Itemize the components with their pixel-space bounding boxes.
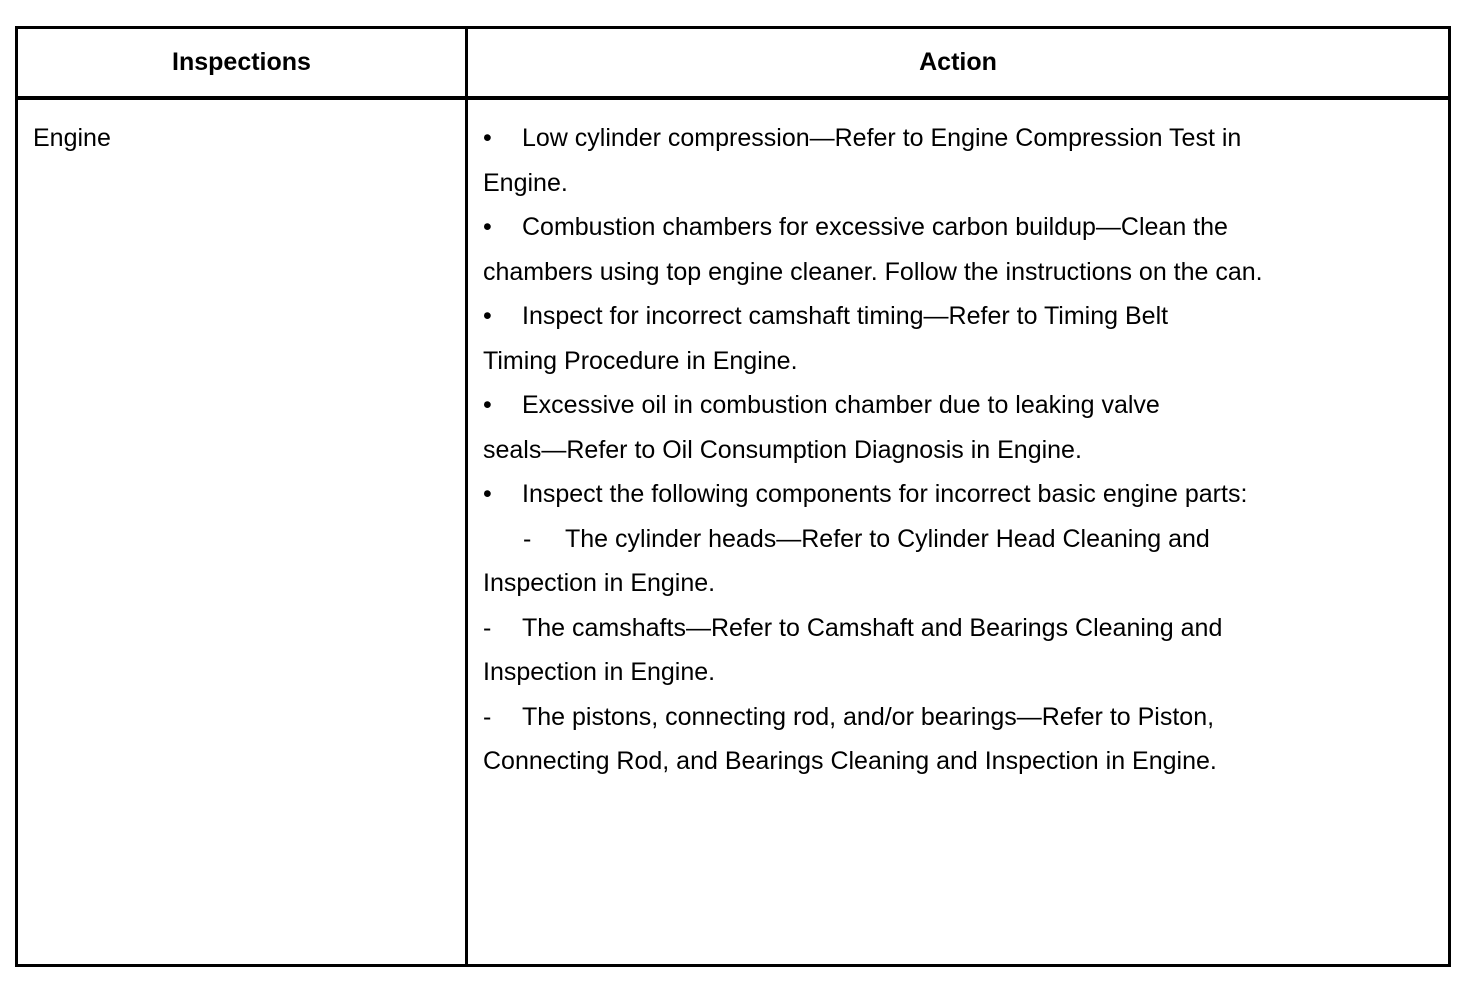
bullet-marker: • bbox=[483, 391, 492, 419]
action-line bbox=[483, 383, 1443, 428]
action-text: Connecting Rod, and Bearings Cleaning and Inspection in Engine. bbox=[483, 747, 1217, 775]
action-text: Engine. bbox=[483, 168, 568, 197]
bullet-marker: • bbox=[483, 213, 492, 241]
dash-marker: - bbox=[523, 524, 532, 553]
action-line bbox=[483, 739, 1443, 784]
action-line bbox=[483, 472, 1443, 517]
action-line bbox=[483, 116, 1443, 161]
bullet-marker: • bbox=[483, 480, 492, 508]
action-text: Inspect for incorrect camshaft timing—Refer to Timing Belt bbox=[522, 302, 1169, 330]
action-text: The camshafts—Refer to Camshaft and Bearings Cleaning and bbox=[522, 613, 1223, 642]
action-line bbox=[483, 517, 1443, 562]
action-line bbox=[483, 161, 1443, 206]
action-line bbox=[483, 695, 1443, 740]
action-line bbox=[483, 606, 1443, 651]
action-line bbox=[483, 205, 1443, 250]
action-line bbox=[483, 339, 1443, 384]
inspection-cell: Engine bbox=[33, 124, 111, 152]
action-text: Inspection in Engine. bbox=[483, 569, 716, 597]
action-text: Combustion chambers for excessive carbon buildup—Clean the bbox=[522, 213, 1228, 241]
action-text: The cylinder heads—Refer to Cylinder Head Cleaning and bbox=[565, 524, 1210, 553]
dash-marker: - bbox=[483, 613, 492, 642]
header-rule bbox=[18, 96, 1448, 100]
action-text: Timing Procedure in Engine. bbox=[483, 346, 798, 375]
diagnostic-table bbox=[15, 26, 1451, 967]
bullet-marker: • bbox=[483, 124, 492, 152]
bullet-marker: • bbox=[483, 302, 492, 330]
action-text: Inspect the following components for incorrect basic engine parts: bbox=[522, 480, 1248, 508]
action-line bbox=[483, 250, 1443, 295]
action-cell bbox=[483, 116, 1443, 784]
action-text: Low cylinder compression—Refer to Engine Compression Test in bbox=[522, 124, 1242, 152]
action-line bbox=[483, 561, 1443, 606]
action-text: seals—Refer to Oil Consumption Diagnosis in Engine. bbox=[483, 435, 1082, 464]
header-action: Action bbox=[919, 48, 997, 76]
column-divider bbox=[465, 29, 468, 964]
action-text: Inspection in Engine. bbox=[483, 658, 716, 686]
action-text: Excessive oil in combustion chamber due to leaking valve bbox=[522, 391, 1160, 419]
action-line bbox=[483, 294, 1443, 339]
header-inspections: Inspections bbox=[172, 48, 311, 76]
dash-marker: - bbox=[483, 702, 492, 731]
action-line bbox=[483, 428, 1443, 473]
action-text: chambers using top engine cleaner. Follow the instructions on the can. bbox=[483, 257, 1263, 286]
action-text: The pistons, connecting rod, and/or bearings—Refer to Piston, bbox=[522, 702, 1215, 731]
action-line bbox=[483, 650, 1443, 695]
